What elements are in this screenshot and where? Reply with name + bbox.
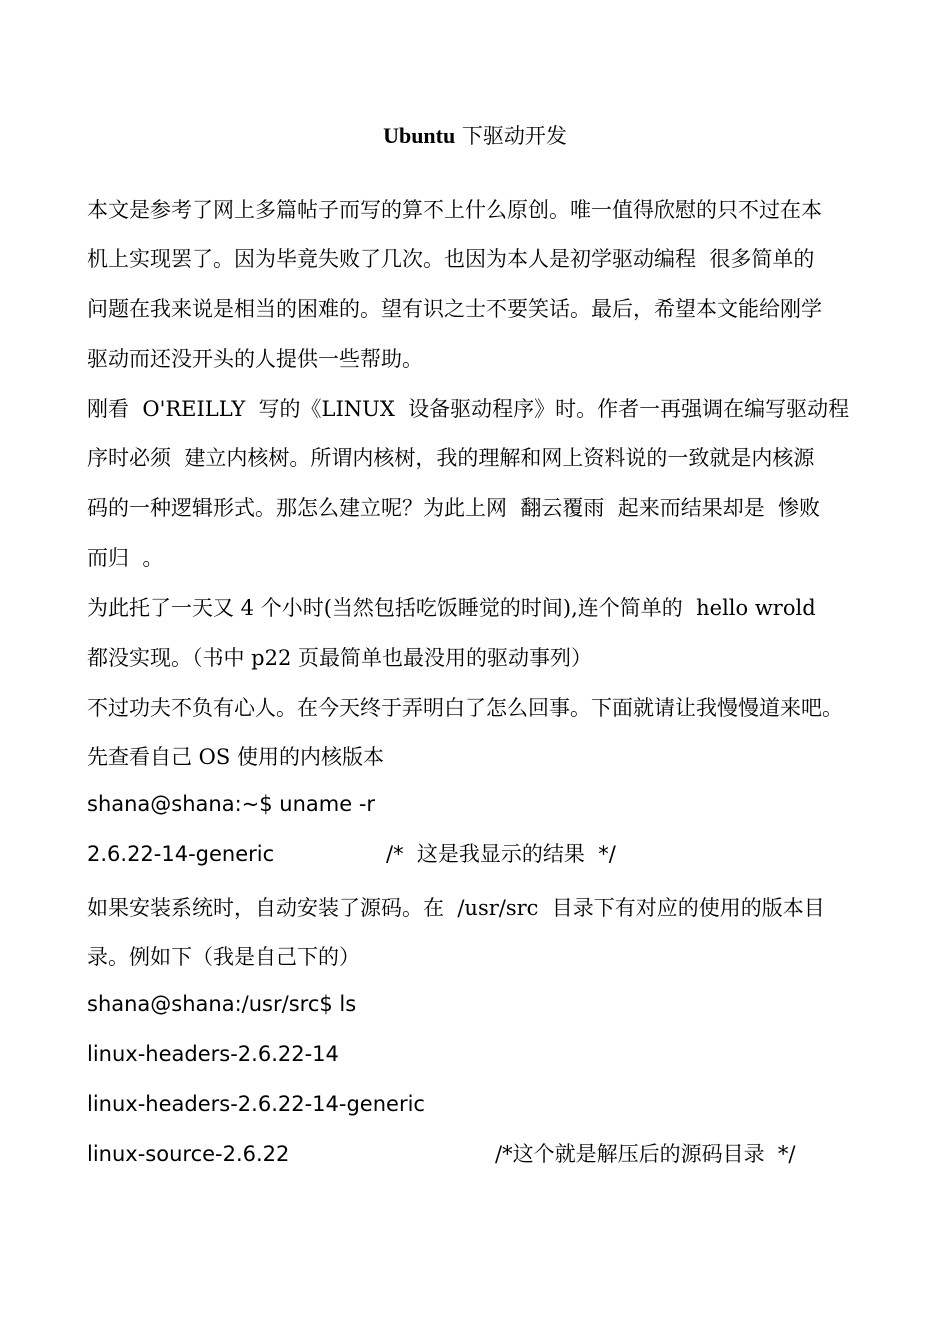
- paragraph-line: 机上实现罢了。因为毕竟失败了几次。也因为本人是初学驱动编程 很多简单的: [87, 247, 815, 271]
- code-comment: /* 这是我显示的结果 */: [386, 842, 616, 866]
- title-latin: Ubuntu: [383, 123, 456, 148]
- paragraph-line: 码的一种逻辑形式。那怎么建立呢？为此上网 翻云覆雨 起来而结果却是 惨败: [87, 496, 821, 520]
- paragraph-line: 刚看 O'REILLY 写的《LINUX 设备驱动程序》时。作者一再强调在编写驱动程: [87, 397, 850, 421]
- paragraph-line: 先查看自己 OS 使用的内核版本: [87, 745, 384, 769]
- paragraph-line: 本文是参考了网上多篇帖子而写的算不上什么原创。唯一值得欣慰的只不过在本: [87, 198, 822, 222]
- command-output: linux-headers-2.6.22-14-generic: [87, 1092, 425, 1116]
- command-line: shana@shana:~$ uname -r: [87, 792, 376, 816]
- paragraph-line: 序时必须 建立内核树。所谓内核树，我的理解和网上资料说的一致就是内核源: [87, 446, 815, 470]
- paragraph-line: 驱动而还没开头的人提供一些帮助。: [87, 347, 423, 371]
- paragraph-line: 不过功夫不负有心人。在今天终于弄明白了怎么回事。下面就请让我慢慢道来吧。: [87, 696, 843, 720]
- document-title: [0, 122, 950, 150]
- command-output: linux-source-2.6.22: [87, 1142, 290, 1166]
- command-line: shana@shana:/usr/src$ ls: [87, 992, 357, 1016]
- paragraph-line: 问题在我来说是相当的困难的。望有识之士不要笑话。最后，希望本文能给刚学: [87, 297, 822, 321]
- paragraph-line: 录。例如下（我是自己下的）: [87, 945, 360, 969]
- paragraph-line: 为此托了一天又 4 个小时(当然包括吃饭睡觉的时间),连个简单的 hello wrold: [87, 596, 816, 620]
- command-output: 2.6.22-14-generic: [87, 842, 275, 866]
- paragraph-line: 都没实现。（书中 p22 页最简单也最没用的驱动事列）: [87, 646, 593, 670]
- paragraph-line: 如果安装系统时，自动安装了源码。在 /usr/src 目录下有对应的使用的版本目: [87, 896, 825, 920]
- title-text: 下驱动开发: [455, 124, 567, 148]
- command-output: linux-headers-2.6.22-14: [87, 1042, 339, 1066]
- paragraph-line: 而归 。: [87, 546, 164, 570]
- code-comment: /*这个就是解压后的源码目录 */: [495, 1142, 796, 1166]
